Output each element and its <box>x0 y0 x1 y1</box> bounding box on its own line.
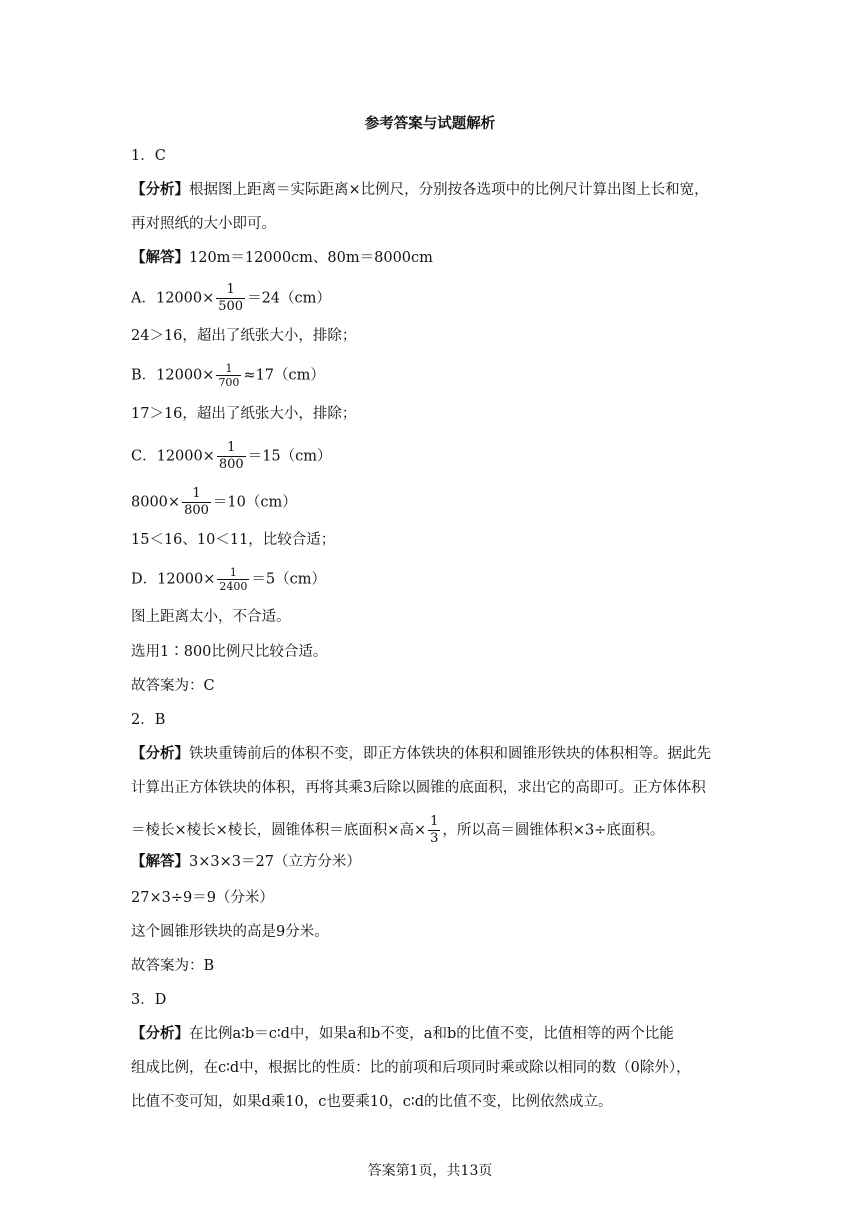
q1-option-a-calc: A．12000× $\frac{1}{500}$ ＝24（cm） <box>131 282 331 314</box>
q3-heading: 3．D <box>131 992 167 1008</box>
analysis-tag: 【分析】 <box>131 181 189 198</box>
analysis-tag: 【分析】 <box>131 1025 189 1042</box>
fraction: $\frac{1}{800}$ <box>218 440 244 472</box>
q2-analysis-line-2: 计算出正方体铁块的体积，再将其乘3后除以圆锥的底面积，求出它的高即可。正方体体积 <box>131 780 706 796</box>
fraction: $\frac{1}{500}$ <box>218 282 244 314</box>
q1-option-c-calc-2: 8000× $\frac{1}{800}$ ＝10（cm） <box>131 486 297 518</box>
q1-option-a-note: 24＞16，超出了纸张大小，排除； <box>131 328 357 344</box>
analysis-tag: 【分析】 <box>131 745 189 762</box>
fraction: $\frac{1}{2400}$ <box>219 566 248 593</box>
q1-solution-line-1: 【解答】120m＝12000cm、80m＝8000cm <box>131 249 433 266</box>
q1-answer: 故答案为：C <box>131 678 215 694</box>
fraction: $\frac{1}{3}$ <box>430 814 439 846</box>
q1-option-b-calc: B．12000× $\frac{1}{700}$ ≈17（cm） <box>131 362 325 389</box>
q1-option-d-calc: D．12000× $\frac{1}{2400}$ ＝5（cm） <box>131 566 327 593</box>
fraction: $\frac{1}{700}$ <box>218 362 240 389</box>
q2-solution-line-3: 这个圆锥形铁块的高是9分米。 <box>131 924 329 940</box>
q1-option-c-note: 15＜16、10＜11，比较合适； <box>131 532 336 548</box>
q1-option-d-note: 图上距离太小，不合适。 <box>131 609 291 625</box>
q1-analysis-line-2: 再对照纸的大小即可。 <box>131 216 276 232</box>
q2-solution-line-1: 【解答】3×3×3＝27（立方分米） <box>131 853 361 870</box>
solution-tag: 【解答】 <box>131 853 189 870</box>
q1-heading: 1．C <box>131 148 166 164</box>
q2-analysis-line-3: ＝棱长×棱长×棱长，圆锥体积＝底面积×高× $\frac{1}{3}$ ，所以高＝圆锥体积×3÷底面积。 <box>131 814 665 846</box>
q1-option-b-note: 17＞16，超出了纸张大小，排除； <box>131 406 357 422</box>
q2-heading: 2．B <box>131 712 166 728</box>
q1-conclusion: 选用1∶800比例尺比较合适。 <box>131 644 328 660</box>
q3-analysis-line-2: 组成比例，在c∶d中，根据比的性质：比的前项和后项同时乘或除以相同的数（0除外）， <box>131 1060 691 1076</box>
q2-analysis-line-1: 【分析】铁块重铸前后的体积不变，即正方体铁块的体积和圆锥形铁块的体积相等。据此先 <box>131 745 711 762</box>
page-title: 参考答案与试题解析 <box>364 115 496 132</box>
q1-analysis-line-1: 【分析】根据图上距离＝实际距离×比例尺，分别按各选项中的比例尺计算出图上长和宽， <box>131 181 709 198</box>
fraction: $\frac{1}{800}$ <box>184 486 209 518</box>
solution-tag: 【解答】 <box>131 249 189 266</box>
q2-answer: 故答案为：B <box>131 958 215 974</box>
q1-option-c-calc-1: C．12000× $\frac{1}{800}$ ＝15（cm） <box>131 440 332 472</box>
page-footer: 答案第1页，共13页 <box>367 1163 493 1179</box>
q3-analysis-line-3: 比值不变可知，如果d乘10，c也要乘10，c∶d的比值不变，比例依然成立。 <box>131 1094 613 1110</box>
q2-solution-line-2: 27×3÷9＝9（分米） <box>131 890 274 906</box>
q3-analysis-line-1: 【分析】在比例a∶b＝c∶d中，如果a和b不变，a和b的比值不变，比值相等的两个比能 <box>131 1025 674 1042</box>
